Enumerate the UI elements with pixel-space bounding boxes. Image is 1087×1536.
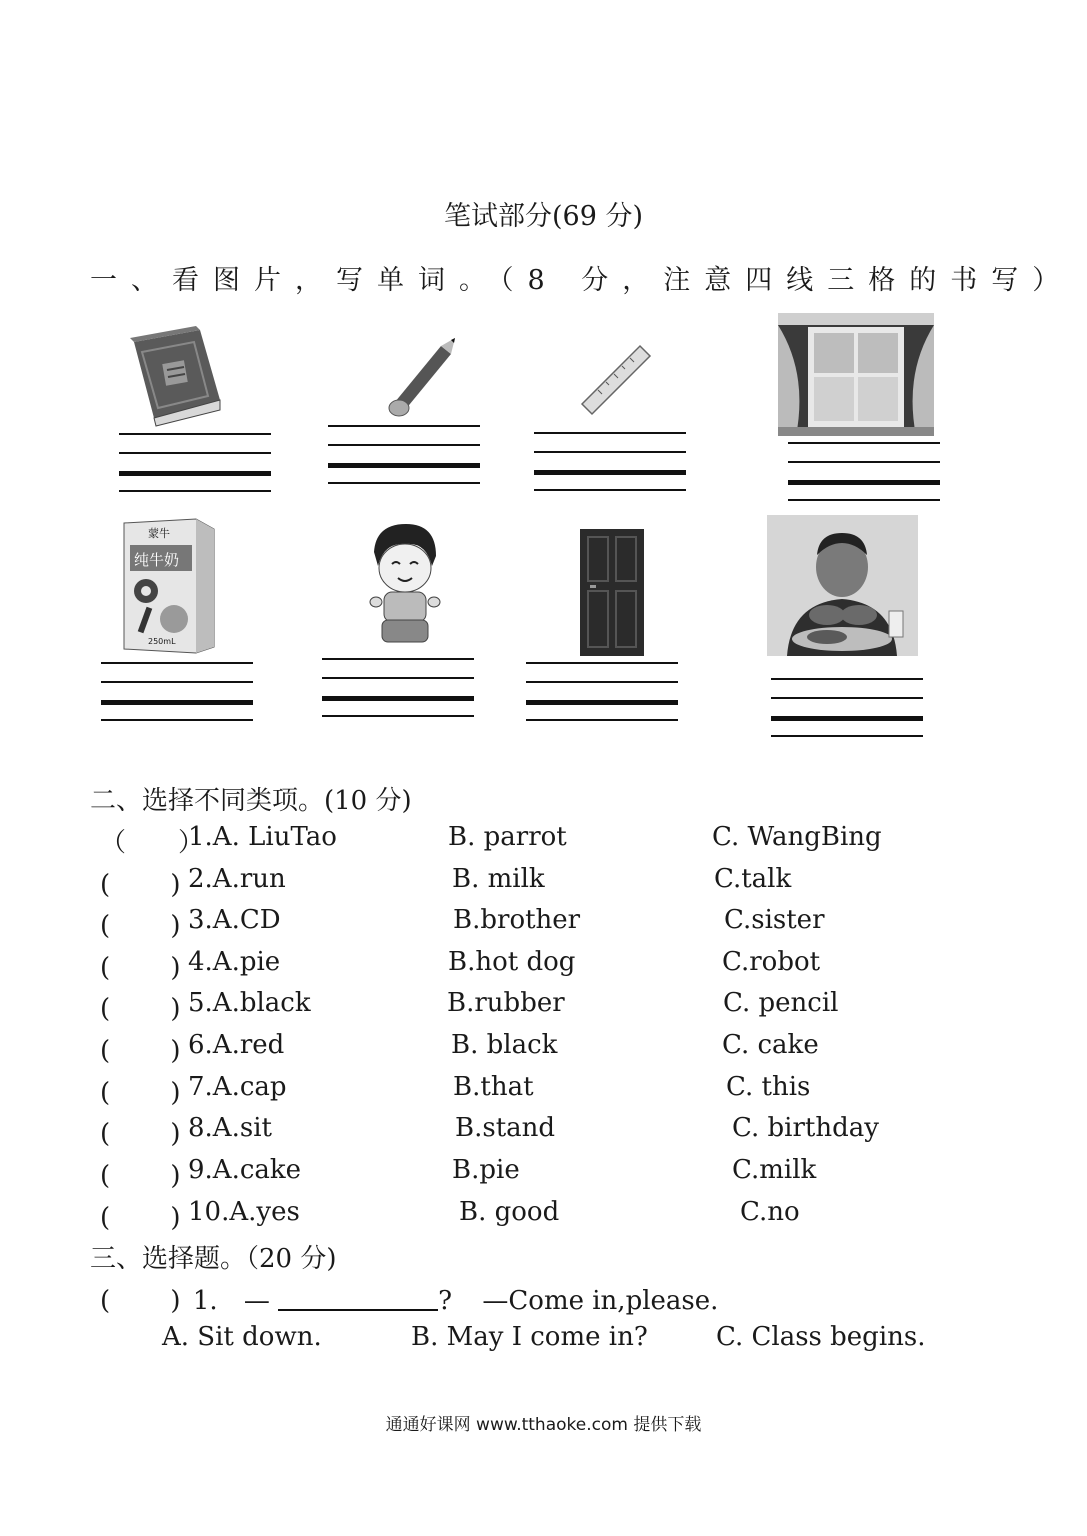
answer-paren[interactable]: ( ) (100, 953, 181, 983)
window-picture (778, 313, 934, 436)
milk-brand-text: 蒙牛 (148, 527, 170, 540)
question-mark: ? (438, 1286, 453, 1316)
option-a: 10.A.yes (188, 1197, 300, 1227)
answer-paren[interactable]: （ ） (100, 828, 205, 858)
answer-paren[interactable]: ( ) (100, 1203, 181, 1233)
option-b: B. parrot (448, 822, 567, 852)
writing-lines-7[interactable] (526, 662, 678, 722)
option-b: B.brother (453, 905, 581, 935)
door-picture (580, 529, 644, 656)
answer-paren[interactable]: ( ) (100, 911, 181, 941)
option-b: B.rubber (447, 988, 565, 1018)
option-a: 6.A.red (188, 1030, 285, 1060)
writing-lines-5[interactable] (101, 662, 253, 722)
section2-heading: 二、选择不同类项。(10 分) (90, 786, 412, 816)
answer-paren[interactable]: ( ) (100, 994, 181, 1024)
question-dash: — (243, 1286, 270, 1316)
option-a: 8.A.sit (188, 1113, 272, 1143)
footer-watermark: 通通好课网 www.tthaoke.com 提供下载 (385, 1415, 702, 1435)
option-a: A. Sit down. (162, 1322, 322, 1352)
option-b: B. good (459, 1197, 560, 1227)
man-eating-picture (767, 515, 918, 656)
boy-picture (368, 522, 443, 650)
question-number: 1. (192, 1286, 218, 1316)
section1-heading: 一、看图片，写单词。（8 分，注意四线三格的书写） (90, 265, 1074, 296)
answer-paren[interactable]: ( ) (100, 1119, 181, 1149)
option-b: B.stand (455, 1113, 556, 1143)
answer-paren[interactable]: ( ) (100, 870, 181, 900)
option-a: 5.A.black (188, 988, 311, 1018)
option-c: C. Class begins. (716, 1322, 926, 1352)
option-c: C.sister (724, 905, 825, 935)
question-reply: —Come in,please. (482, 1286, 719, 1316)
milk-size-text: 250mL (148, 637, 176, 646)
option-a: 1.A. LiuTao (188, 822, 337, 852)
writing-lines-3[interactable] (534, 432, 686, 492)
option-b: B. milk (452, 864, 545, 894)
answer-blank[interactable] (278, 1285, 438, 1311)
option-c: C. WangBing (712, 822, 882, 852)
page-title: 笔试部分(69 分) (443, 201, 643, 232)
option-c: C. cake (722, 1030, 819, 1060)
writing-lines-2[interactable] (328, 425, 480, 485)
question-1 (100, 1280, 718, 1317)
option-a: 2.A.run (188, 864, 286, 894)
option-b: B.pie (452, 1155, 520, 1185)
pencil-picture (385, 336, 460, 421)
book-picture (122, 322, 227, 427)
milk-carton-picture (118, 515, 218, 655)
option-c: C.milk (732, 1155, 817, 1185)
option-b: B.that (453, 1072, 534, 1102)
option-c: C.talk (714, 864, 792, 894)
option-c: C. birthday (732, 1113, 879, 1143)
answer-paren[interactable]: ( ) (100, 1161, 181, 1191)
option-c: C.robot (722, 947, 821, 977)
answer-paren[interactable]: ( ) (100, 1036, 181, 1066)
option-a: 4.A.pie (188, 947, 281, 977)
milk-product-text: 纯牛奶 (134, 551, 180, 569)
option-c: C. pencil (723, 988, 839, 1018)
answer-paren[interactable]: ( ) (100, 1078, 181, 1108)
writing-lines-6[interactable] (322, 658, 474, 718)
writing-lines-1[interactable] (119, 433, 271, 493)
writing-lines-8[interactable] (771, 678, 923, 738)
option-a: 7.A.cap (188, 1072, 287, 1102)
option-c: C. this (726, 1072, 811, 1102)
option-c: C.no (740, 1197, 800, 1227)
option-b: B. May I come in? (411, 1322, 648, 1352)
option-b: B.hot dog (448, 947, 576, 977)
option-a: 3.A.CD (188, 905, 281, 935)
answer-paren[interactable]: ( ) (100, 1286, 181, 1316)
option-b: B. black (451, 1030, 558, 1060)
option-a: 9.A.cake (188, 1155, 302, 1185)
ruler-picture (578, 340, 653, 420)
writing-lines-4[interactable] (788, 442, 940, 502)
section3-heading: 三、选择题。（20 分) (90, 1244, 337, 1274)
